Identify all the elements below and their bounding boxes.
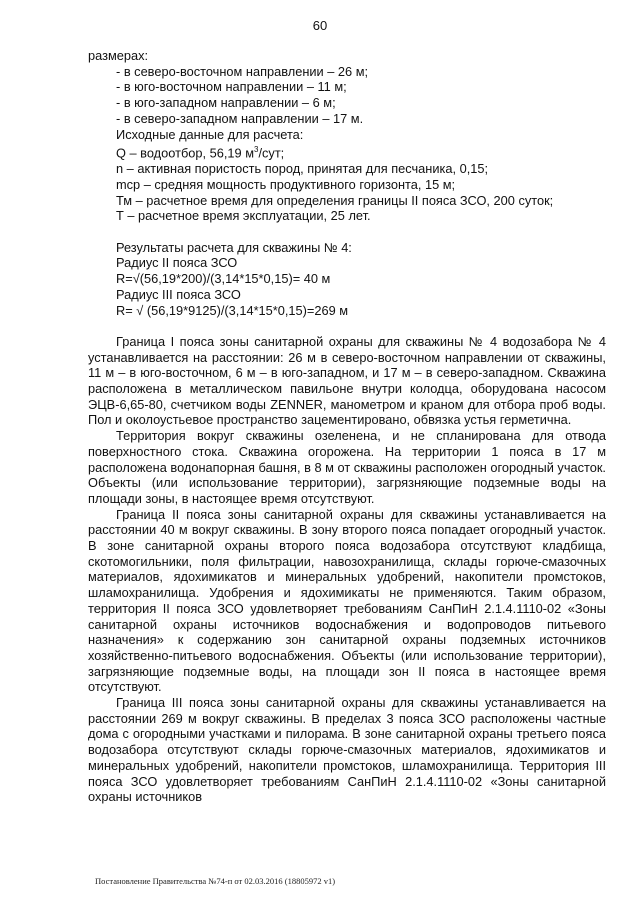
radius-list bbox=[88, 64, 606, 127]
input-item: mср – средняя мощность продуктивного горизонта, 15 м; bbox=[116, 176, 456, 192]
footer-note: Постановление Правительства №74-п от 02.03.2016 (18805972 v1) bbox=[95, 876, 336, 886]
results-line: Радиус II пояса ЗСО bbox=[116, 255, 238, 271]
intro-line: размерах: bbox=[88, 48, 149, 63]
results-line: R= √ (56,19*9125)/(3,14*15*0,15)=269 м bbox=[116, 302, 349, 318]
paragraph-zone-2: Граница II пояса зоны санитарной охраны для скважины устанавливается на расстоянии 40 м вокруг скважины. В зону второго пояса попадает огородный участок. В зоне санитарной охраны второго пояса водозабора отсутствуют кладбища, скотомогильники, поля фильтрации, навозохранилища, склады горюче-смазочных материалов, ядохимикатов и минеральных удобрений, накопители промстоков, шламохранилища. Удобрения и ядохимикаты не применяются. Таким образом, территория II пояса ЗСО удовлетворяет требованиям СанПиН 2.1.4.1110-02 «Зоны санитарной охраны источников водоснабжения и водопроводов питьевого назначения» к содержанию зон санитарной охраны подземных источников хозяйственно-питьевого водоснабжения. Объекты (или использование территории), загрязняющие подземные воды, на площади зон II пояса в настоящее время отсутствуют. bbox=[88, 506, 606, 695]
radius-item: - в северо-восточном направлении – 26 м; bbox=[116, 63, 369, 79]
results-line: R=√(56,19*200)/(3,14*15*0,15)= 40 м bbox=[116, 271, 331, 287]
inputs-header: Исходные данные для расчета: bbox=[116, 126, 304, 142]
results-line: Радиус III пояса ЗСО bbox=[116, 286, 241, 302]
paragraph-territory: Территория вокруг скважины озеленена, и не спланирована для отвода поверхностного стока. Скважина огорожена. На территории 1 пояса в 17 м расположена водонапорная башня, в 8 м от скважины расположен огородный участок. Объекты (или использование территории), загрязняющие подземные воды на площади зоны, в настоящее время отсутствуют. bbox=[88, 428, 606, 506]
input-item: n – активная пористость пород, принятая для песчаника, 0,15; bbox=[116, 161, 489, 177]
radius-item: - в юго-западном направлении – 6 м; bbox=[116, 95, 336, 111]
radius-item: - в юго-восточном направлении – 11 м; bbox=[116, 79, 347, 95]
input-item: Т – расчетное время эксплуатации, 25 лет. bbox=[116, 208, 371, 224]
page-content bbox=[88, 48, 606, 805]
input-item: Тм – расчетное время для определения границы II пояса ЗСО, 200 суток; bbox=[116, 192, 554, 208]
radius-item: - в северо-западном направлении – 17 м. bbox=[116, 110, 364, 126]
page-number: 60 bbox=[312, 18, 328, 33]
input-list bbox=[88, 142, 606, 224]
input-item: Q – водоотбор, 56,19 $м^3$/сут; bbox=[116, 145, 285, 161]
paragraph-zone-3: Граница III пояса зоны санитарной охраны для скважины устанавливается на расстоянии 269 м вокруг скважины. В пределах 3 пояса ЗСО расположены частные дома с огородными участками и пилорама. В зоне санитарной охраны третьего пояса водозабора отсутствуют склады горюче-смазочных материалов, ядохимикатов и минеральных удобрений, накопители промстоков, шламохранилища. Территория III пояса ЗСО удовлетворяет требованиям СанПиН 2.1.4.1110-02 «Зоны санитарной охраны источников bbox=[88, 695, 606, 805]
results-header: Результаты расчета для скважины № 4: bbox=[116, 239, 352, 255]
superscript: 3 bbox=[254, 145, 259, 155]
results-block bbox=[88, 240, 606, 319]
paragraph-zone-1: Граница I пояса зоны санитарной охраны для скважины № 4 водозабора № 4 устанавливается на расстоянии: 26 м в северо-восточном направлении от скважины, 11 м – в юго-восточном, 6 м – в юго-западном, и 17 м – в северо-западном. Скважина расположена в металлическом павильоне внутри колодца, оборудована насосом ЭЦВ-6,65-80, счетчиком воды ZENNER, манометром и краном для отбора проб воды. Пол и околоустьевое пространство зацементировано, обвязка устья герметична. bbox=[88, 333, 606, 428]
